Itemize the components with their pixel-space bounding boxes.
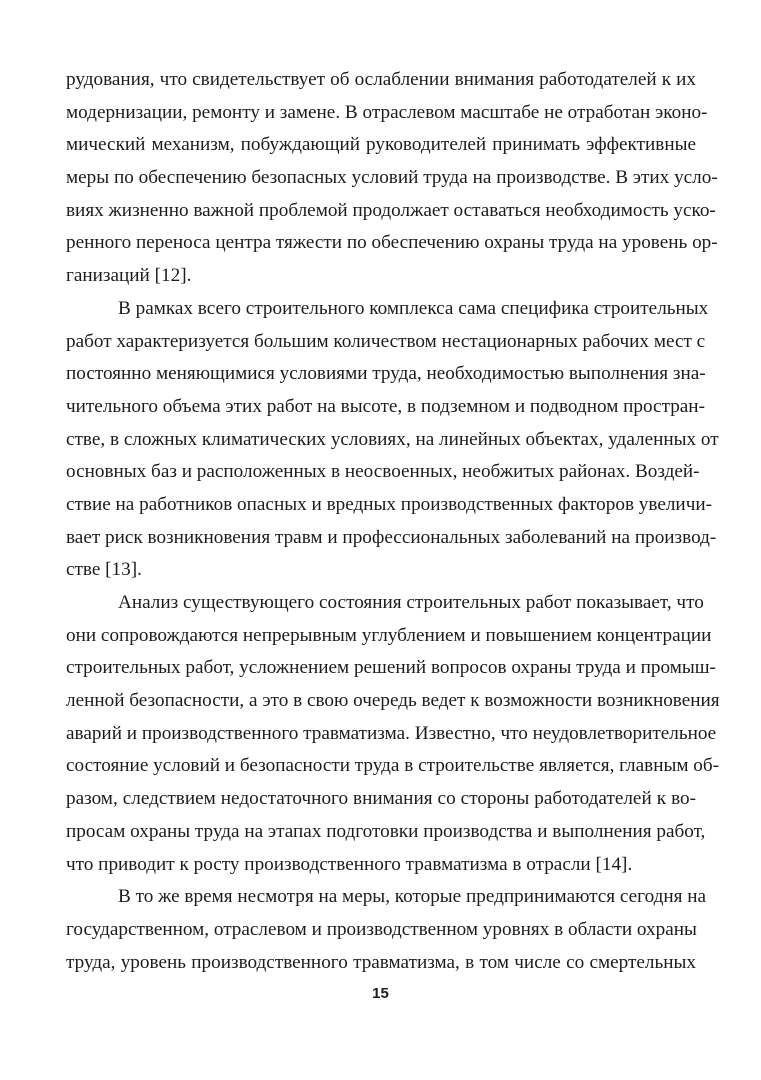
text-line: что приводит к росту производственного травматизма в отрасли [14]. [66,853,633,875]
text-line: они сопровождаются непрерывным углублением и повышением концентрации [66,624,712,646]
text-line: мический механизм, побуждающий руководителей принимать эффективные [66,134,696,156]
page-number: 15 [372,985,389,1002]
text-line: основных баз и расположенных в неосвоенных, необжитых районах. Воздей- [66,461,700,483]
text-line: ганизаций [12]. [66,265,192,287]
text-line: постоянно меняющимися условиями труда, необходимостью выполнения зна- [66,363,706,385]
text-line: аварий и производственного травматизма. Известно, что неудовлетворительное [66,722,717,744]
text-line: разом, следствием недостаточного внимания со стороны работодателей к во- [66,788,696,810]
text-line: вает риск возникновения травм и профессиональных заболеваний на производ- [66,526,717,548]
paragraph-first-line: В рамках всего строительного комплекса сама специфика строительных [118,297,709,319]
text-line: состояние условий и безопасности труда в строительстве является, главным об- [66,755,720,777]
text-line: виях жизненно важной проблемой продолжает оставаться необходимость уско- [66,199,716,221]
text-line: государственном, отраслевом и производственном уровнях в области охраны [66,918,697,940]
text-line: работ характеризуется большим количеством нестационарных рабочих мест с [66,330,706,352]
text-line: ленной безопасности, а это в свою очередь ведет к возможности возникновения [66,690,720,712]
text-line: строительных работ, усложнением решений вопросов охраны труда и промыш- [66,657,716,679]
text-line: модернизации, ремонту и замене. В отраслевом масштабе не отработан эконо- [66,101,708,123]
text-line: меры по обеспечению безопасных условий труда на производстве. В этих усло- [66,167,718,189]
paragraph-first-line: Анализ существующего состояния строительных работ показывает, что [118,592,704,613]
body-text [66,64,720,979]
paragraph-first-line: В то же время несмотря на меры, которые предпринимаются сегодня на [118,886,707,908]
text-line: ренного переноса центра тяжести по обеспечению охраны труда на уровень ор- [66,232,718,254]
text-line: труда, уровень производственного травматизма, в том числе со смертельных [66,951,696,973]
text-line: просам охраны труда на этапах подготовки производства и выполнения работ, [66,820,706,842]
text-line: чительного объема этих работ на высоте, в подземном и подводном простран- [66,395,705,417]
text-line: ствие на работников опасных и вредных производственных факторов увеличи- [66,493,713,515]
text-line: стве [13]. [66,559,142,581]
text-line: стве, в сложных климатических условиях, на линейных объектах, удаленных от [66,428,719,450]
text-line: рудования, что свидетельствует об ослаблении внимания работодателей к их [66,69,696,90]
